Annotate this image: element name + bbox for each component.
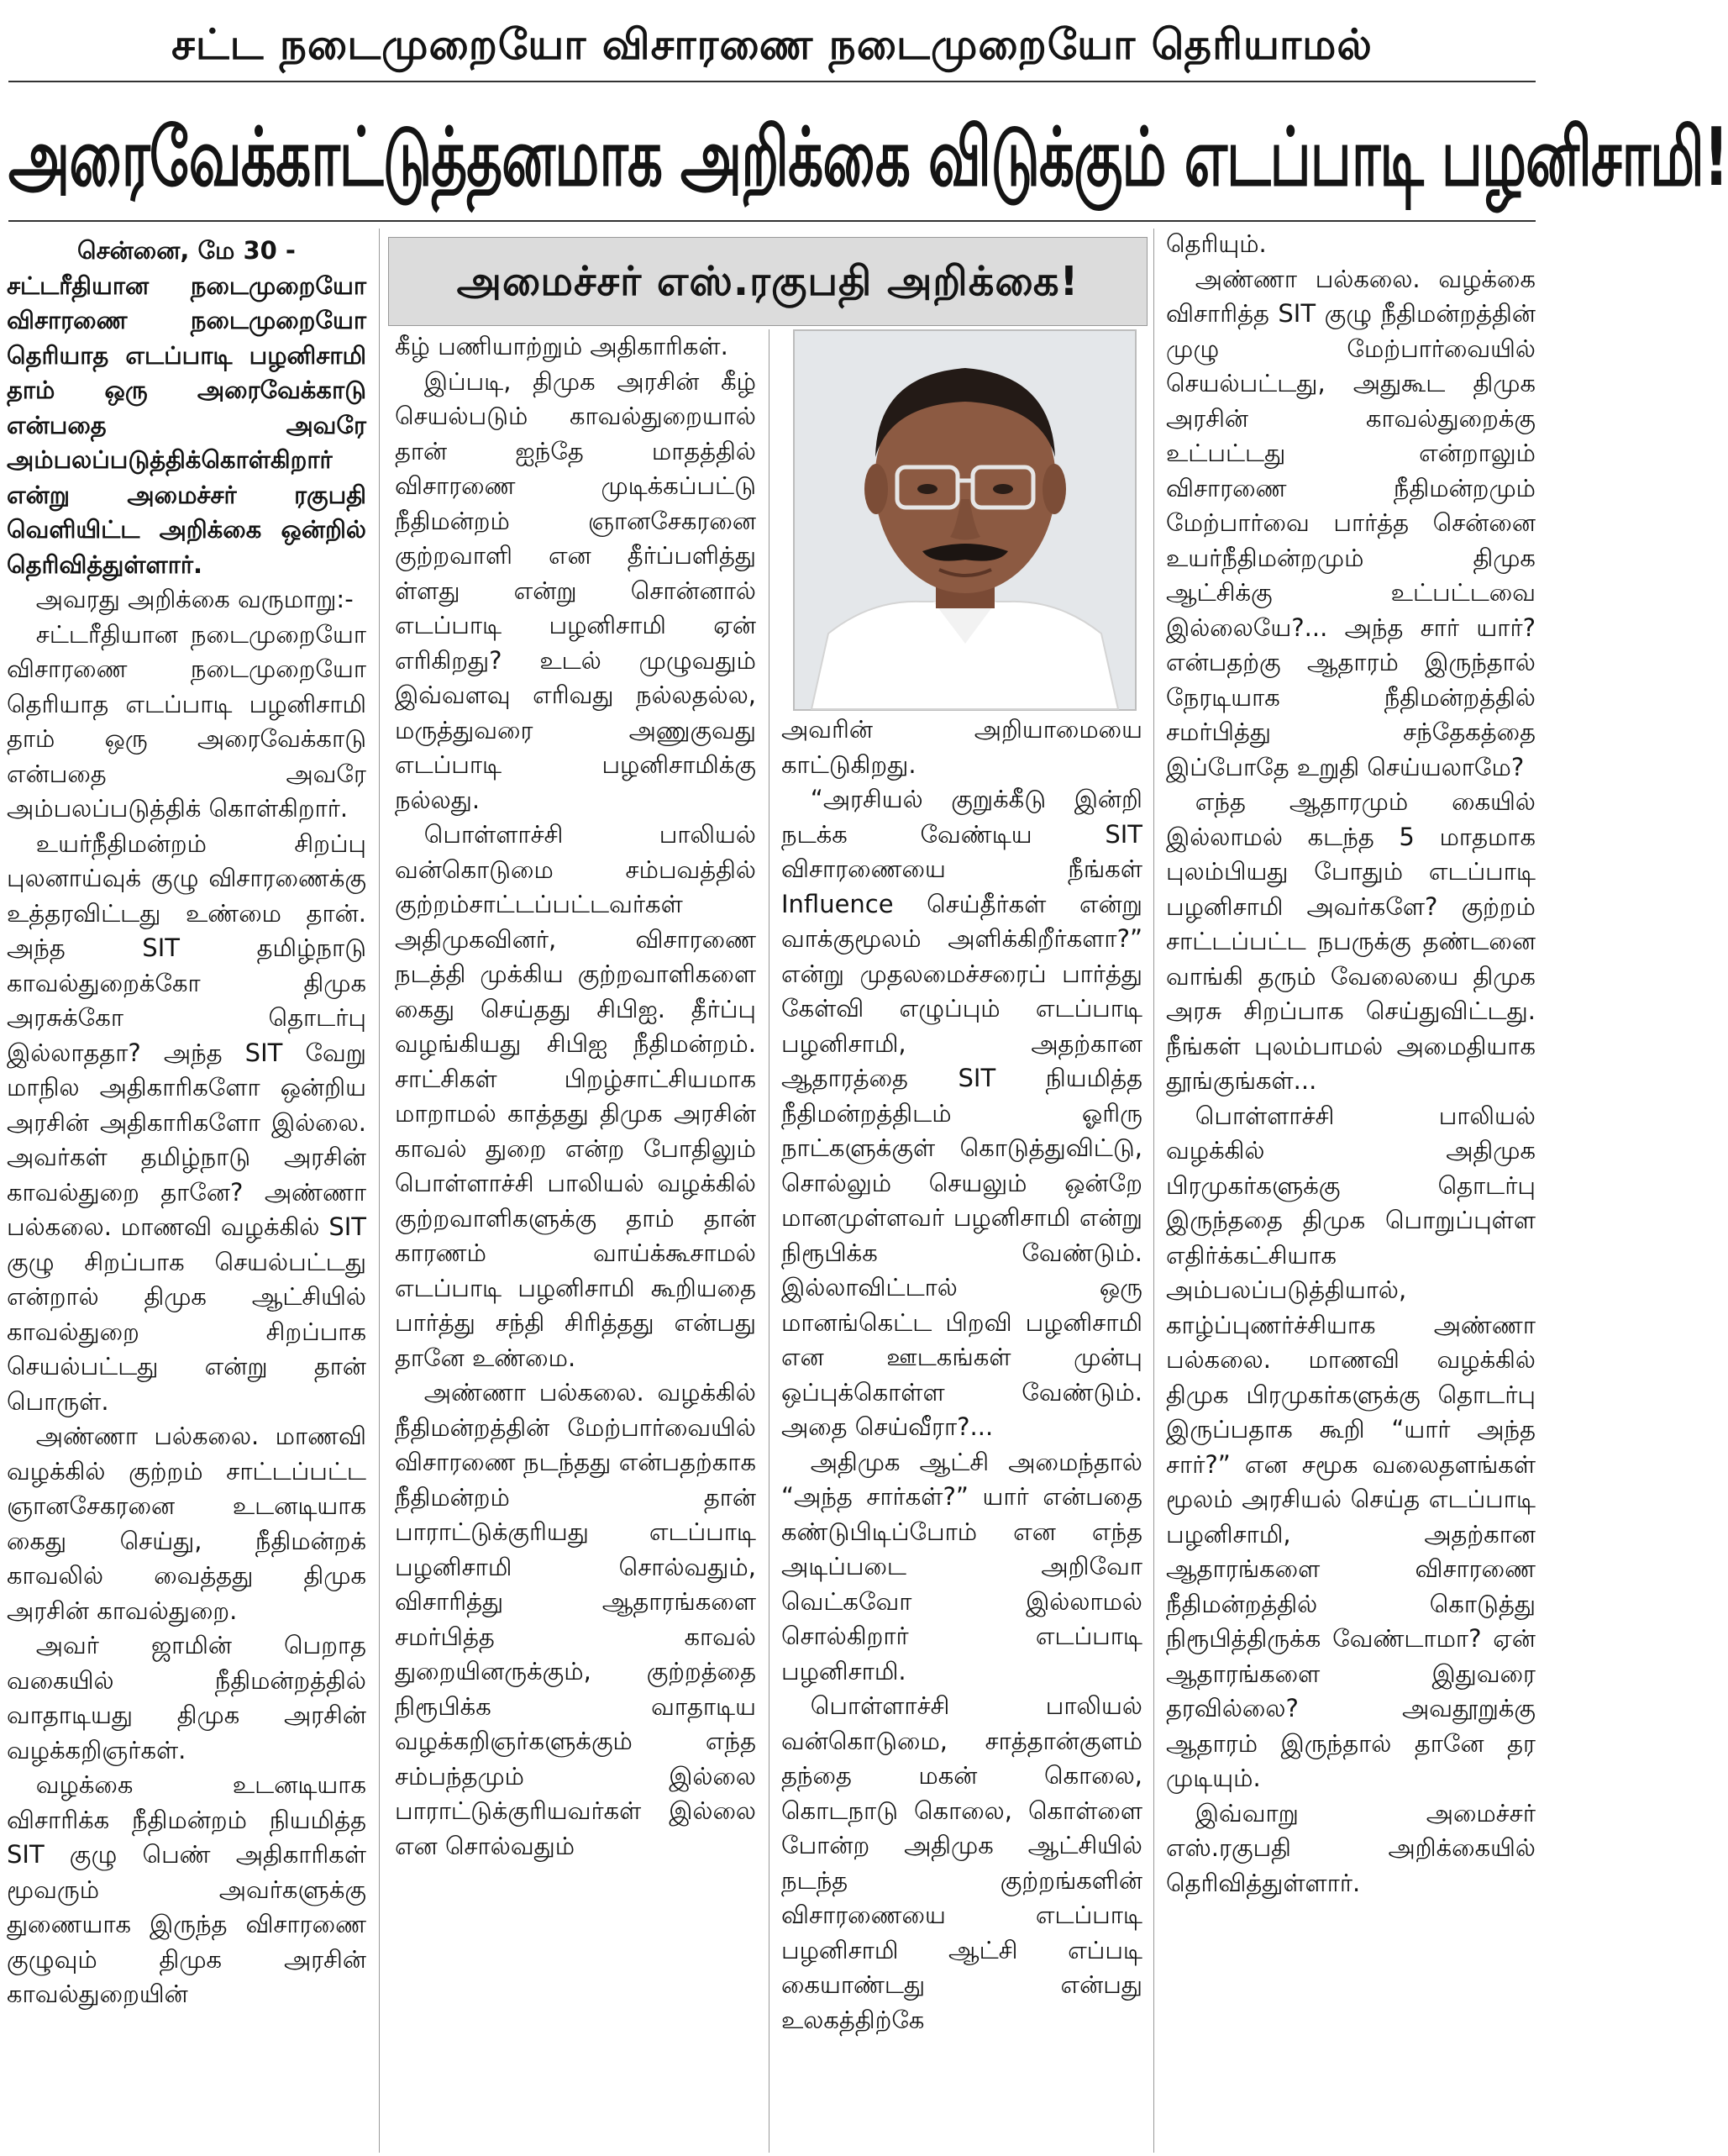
paragraph: “அரசியல் குறுக்கீடு இன்றி நடக்க வேண்டிய SIT விசாரணையை நீங்கள் Influence செய்தீர்கள் என்று வாக்குமூலம் அளிக்கிறீர்களா?” என்று முதலமைச்சரைப் பார்த்து கேள்வி எழுப்பும் எடப்பாடி பழனிசாமி, அதற்கான ஆதாரத்தை SIT நியமித்த நீதிமன்றத்திடம் ஓரிரு நாட்களுக்குள் கொடுத்துவிட்டு, சொல்லும் செயலும் ஒன்றே மானமுள்ளவர் பழனிசாமி என்று நிரூபிக்க வேண்டும். இல்லாவிட்டால் ஒரு மானங்கெட்ட பிறவி பழனிசாமி என ஊடகங்கள் முன்பு ஒப்புக்கொள்ள வேண்டும். அதை செய்வீரா?... — [781, 785, 1142, 1441]
subheadline-box: அமைச்சர் எஸ்.ரகுபதி அறிக்கை! — [388, 237, 1148, 326]
paragraph: வழக்கை உடனடியாக விசாரிக்க நீதிமன்றம் நியமித்த SIT குழு பெண் அதிகாரிகள் மூவரும் அவர்களுக்கு துணையாக இருந்த விசாரணை குழுவும் திமுக அரசின் காவல்துறையின் — [7, 1770, 366, 2008]
paragraph: பொள்ளாச்சி பாலியல் வழக்கில் அதிமுக பிரமுகர்களுக்கு தொடர்பு இருந்ததை திமுக பொறுப்புள்ள எதிர்க்கட்சியாக அம்பலப்படுத்தியால், காழ்ப்புணர்ச்சியாக அண்ணா பல்கலை. மாணவி வழக்கில் திமுக பிரமுகர்களுக்கு தொடர்பு இருப்பதாக கூறி “யார் அந்த சார்?” என சமூக வலைதளங்கள் மூலம் அரசியல் செய்த எடப்பாடி பழனிசாமி, அதற்கான ஆதாரங்களை விசாரணை நீதிமன்றத்தில் கொடுத்து நிரூபித்திருக்க வேண்டாமா? ஏன் ஆதாரங்களை இதுவரை தரவில்லை? அவதூறுக்கு ஆதாரம் இருந்தால் தானே தர முடியும். — [1166, 1101, 1536, 1792]
paragraph: அவரது அறிக்கை வருமாறு:- — [35, 585, 354, 613]
paragraph: சட்டரீதியான நடைமுறையோ விசாரணை நடைமுறையோ தெரியாத எடப்பாடி பழனிசாமி தாம் ஒரு அரைவேக்காடு என்பதை அவரே அம்பலப்படுத்திக் கொள்கிறார். — [7, 619, 366, 823]
paragraph: எந்த ஆதாரமும் கையில் இல்லாமல் கடந்த 5 மாதமாக புலம்பியது போதும் எடப்பாடி பழனிசாமி அவர்களே? குற்றம் சாட்டப்பட்ட நபருக்கு தண்டனை வாங்கி தரும் வேலையை திமுக அரசு சிறப்பாக செய்துவிட்டது. நீங்கள் புலம்பாமல் அமைதியாக தூங்குங்கள்... — [1166, 787, 1536, 1095]
dateline: சென்னை, மே 30 - — [77, 236, 296, 265]
article-column-2 — [395, 329, 756, 2153]
paragraph: அதிமுக ஆட்சி அமைந்தால் “அந்த சார்கள்?” யார் என்பதை கண்டுபிடிப்போம் என எந்த அடிப்படை அறிவோ வெட்கவோ இல்லாமல் சொல்கிறார் எடப்பாடி பழனிசாமி. — [781, 1447, 1142, 1685]
paragraph: அவரின் அறியாமையை காட்டுகிறது. — [781, 715, 1142, 779]
column-divider — [1153, 229, 1154, 2153]
lead-paragraph: சட்டரீதியான நடைமுறையோ விசாரணை நடைமுறையோ தெரியாத எடப்பாடி பழனிசாமி தாம் ஒரு அரைவேக்காடு என்பதை அவரே அம்பலப்படுத்திக்கொள்கிறார் என்று அமைச்சர் ரகுபதி வெளியிட்ட அறிக்கை ஒன்றில் தெரிவித்துள்ளார். — [7, 271, 366, 579]
paragraph: பொள்ளாச்சி பாலியல் வன்கொடுமை, சாத்தான்குளம் தந்தை மகன் கொலை, கொடநாடு கொலை, கொள்ளை போன்ற அதிமுக ஆட்சியில் நடந்த குற்றங்களின் விசாரணையை எடப்பாடி பழனிசாமி ஆட்சி எப்படி கையாண்டது என்பது உலகத்திற்கே — [781, 1691, 1142, 2034]
minister-portrait — [793, 329, 1137, 711]
portrait-illustration — [795, 331, 1135, 709]
paragraph: அண்ணா பல்கலை. வழக்கில் நீதிமன்றத்தின் மேற்பார்வையில் விசாரணை நடந்தது என்பதற்காக நீதிமன்றம் தான் பாராட்டுக்குரியது எடப்பாடி பழனிசாமி சொல்வதும், விசாரித்து ஆதாரங்களை சமர்பித்த காவல் துறையினருக்கும், குற்றத்தை நிரூபிக்க வாதாடிய வழக்கறிஞர்களுக்கும் எந்த சம்பந்தமும் இல்லை பாராட்டுக்குரியவர்கள் இல்லை என சொல்வதும் — [395, 1378, 756, 1860]
paragraph: உயர்நீதிமன்றம் சிறப்பு புலனாய்வுக் குழு விசாரணைக்கு உத்தரவிட்டது உண்மை தான். அந்த SIT தமிழ்நாடு காவல்துறைக்கோ திமுக அரசுக்கோ தொடர்பு இல்லாததா? அந்த SIT வேறு மாநில அதிகாரிகளோ ஒன்றிய அரசின் அதிகாரிகளோ இல்லை. அவர்கள் தமிழ்நாடு அரசின் காவல்துறை தானே? அண்ணா பல்கலை. மாணவி வழக்கில் SIT குழு சிறப்பாக செயல்பட்டது என்றால் திமுக ஆட்சியில் காவல்துறை சிறப்பாக செயல்பட்டது என்று தான் பொருள். — [7, 828, 366, 1416]
article-column-4 — [1166, 227, 1536, 2153]
paragraph: அவர் ஜாமின் பெறாத வகையில் நீதிமன்றத்தில் வாதாடியது திமுக அரசின் வழக்கறிஞர்கள். — [7, 1631, 366, 1764]
column-divider — [379, 229, 380, 2153]
main-headline: அரைவேக்காட்டுத்தனமாக அறிக்கை விடுக்கும் எடப்பாடி பழனிசாமி! — [8, 110, 1728, 205]
paragraph: தெரியும். — [1166, 229, 1267, 258]
paragraph: அண்ணா பல்கலை. மாணவி வழக்கில் குற்றம் சாட்டப்பட்ட ஞானசேகரனை உடனடியாக கைது செய்து, நீதிமன்றக் காவலில் வைத்தது திமுக அரசின் காவல்துறை. — [7, 1422, 366, 1625]
paragraph: இப்படி, திமுக அரசின் கீழ் செயல்படும் காவல்துறையால் தான் ஐந்தே மாதத்தில் விசாரணை முடிக்கப்பட்டு நீதிமன்றம் ஞானசேகரனை குற்றவாளி என தீர்ப்பளித்து ள்ளது என்று சொன்னால் எடப்பாடி பழனிசாமி ஏன் எரிகிறது? உடல் முழுவதும் இவ்வளவு எரிவது நல்லதல்ல, மருத்துவரை அணுகுவது எடப்பாடி பழனிசாமிக்கு நல்லது. — [395, 366, 756, 814]
paragraph: கீழ் பணியாற்றும் அதிகாரிகள். — [395, 332, 728, 360]
headline-divider — [8, 220, 1536, 222]
paragraph: அண்ணா பல்கலை. வழக்கை விசாரித்த SIT குழு நீதிமன்றத்தின் முழு மேற்பார்வையில் செயல்பட்டது, அதுகூட திமுக அரசின் காவல்துறைக்கு உட்பட்டது என்றாலும் விசாரணை நீதிமன்றமும் மேற்பார்வை பார்த்த சென்னை உயர்நீதிமன்றமும் திமுக ஆட்சிக்கு உட்பட்டவை இல்லையே?... அந்த சார் யார்? என்பதற்கு ஆதாரம் இருந்தால் நேரடியாக நீதிமன்றத்தில் சமர்பித்து சந்தேகத்தை இப்போதே உறுதி செய்யலாமே? — [1166, 264, 1536, 781]
kicker-headline: சட்ட நடைமுறையோ விசாரணை நடைமுறையோ தெரியாமல் — [171, 20, 1373, 69]
paragraph: பொள்ளாச்சி பாலியல் வன்கொடுமை சம்பவத்தில் குற்றம்சாட்டப்பட்டவர்கள் அதிமுகவினர், விசாரணை நடத்தி முக்கிய குற்றவாளிகளை கைது செய்தது சிபிஐ. தீர்ப்பு வழங்கியது சிபிஐ நீதிமன்றம். சாட்சிகள் பிறழ்சாட்சியமாக மாறாமல் காத்தது திமுக அரசின் காவல் துறை என்ற போதிலும் பொள்ளாச்சி பாலியல் வழக்கில் குற்றவாளிகளுக்கு தாம் தான் காரணம் வாய்க்கூசாமல் எடப்பாடி பழனிசாமி கூறியதை பார்த்து சந்தி சிரித்தது என்பது தானே உண்மை. — [395, 820, 756, 1372]
article-column-1 — [7, 234, 366, 2153]
article-column-3 — [781, 713, 1142, 2153]
paragraph: இவ்வாறு அமைச்சர் எஸ்.ரகுபதி அறிக்கையில் தெரிவித்துள்ளார். — [1166, 1798, 1536, 1897]
